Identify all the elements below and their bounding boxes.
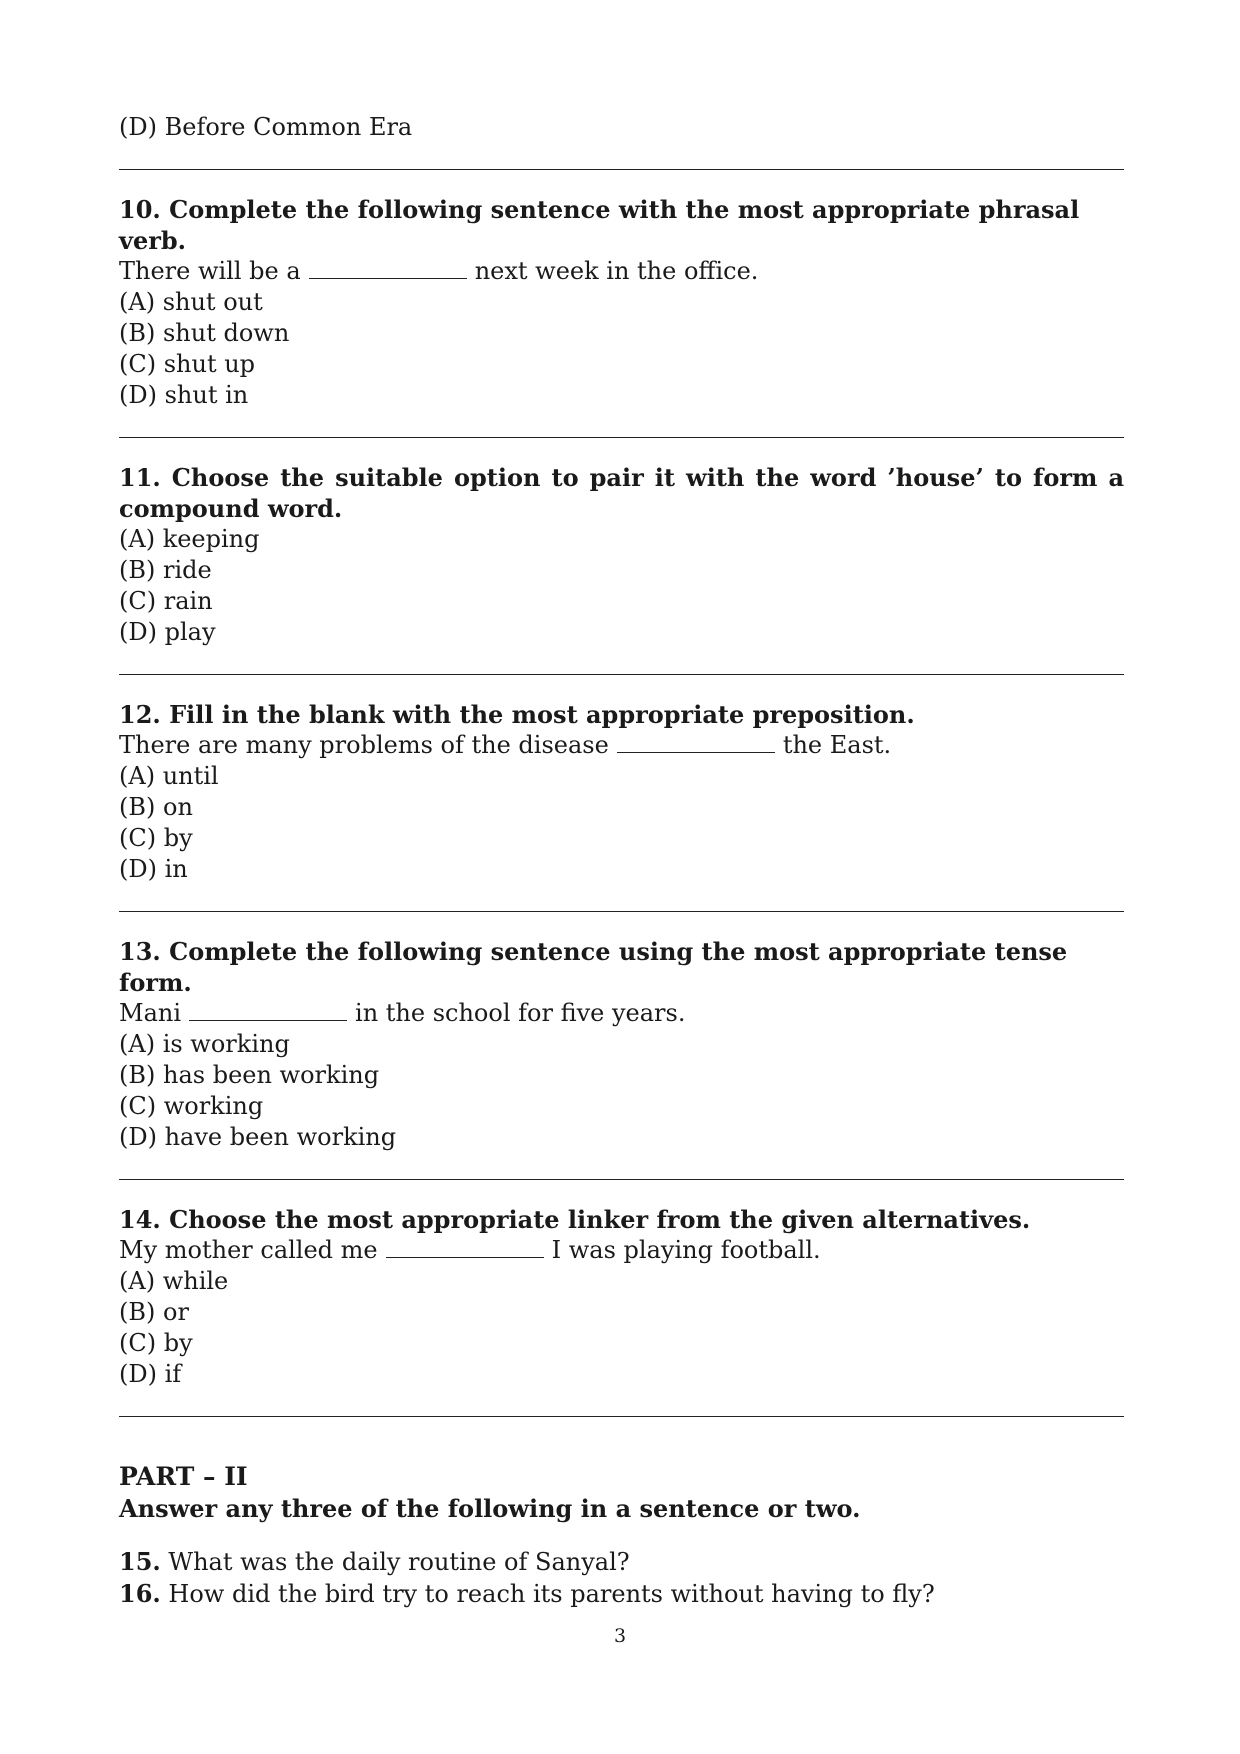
- question-number: 15.: [119, 1547, 161, 1576]
- exam-page: [119, 112, 1124, 1610]
- question-13: [119, 936, 1124, 1153]
- option-c: (C) working: [119, 1092, 264, 1120]
- option-a: (A) keeping: [119, 525, 260, 553]
- option-b: (B) or: [119, 1298, 189, 1326]
- option-d: (D) if: [119, 1360, 182, 1388]
- page-number: 3: [613, 1625, 627, 1647]
- option-d: (D) play: [119, 618, 216, 646]
- answer-blank: [617, 732, 775, 753]
- question-text: How did the bird try to reach its parents without having to fly?: [168, 1580, 935, 1608]
- part-2-section: [119, 1461, 1124, 1610]
- q9-option-d: (D) Before Common Era: [119, 113, 413, 141]
- answer-blank: [309, 258, 467, 279]
- divider: [119, 1416, 1124, 1417]
- question-14: [119, 1204, 1124, 1390]
- question-title: 11. Choose the suitable option to pair it with the word ’house’ to form a compound word.: [119, 463, 1124, 523]
- part-heading: PART – II: [119, 1462, 248, 1491]
- answer-blank: [386, 1237, 544, 1258]
- sentence-end: I was playing football.: [551, 1236, 821, 1264]
- option-a: (A) while: [119, 1267, 229, 1295]
- option-b: (B) on: [119, 793, 193, 821]
- sentence-start: There are many problems of the disease: [119, 731, 609, 759]
- question-12: [119, 699, 1124, 885]
- question-sentence: [119, 730, 1124, 761]
- sentence-end: the East.: [782, 731, 892, 759]
- question-sentence: [119, 256, 1124, 287]
- question-11: [119, 462, 1124, 648]
- option-b: (B) has been working: [119, 1061, 380, 1089]
- option-d: (D) have been working: [119, 1123, 397, 1151]
- question-title: 10. Complete the following sentence with the most appropriate phrasal verb.: [119, 195, 1080, 255]
- option-c: (C) by: [119, 1329, 193, 1357]
- option-b: (B) ride: [119, 556, 212, 584]
- sentence-end: next week in the office.: [474, 257, 759, 285]
- option-a: (A) shut out: [119, 288, 263, 316]
- sentence-end: in the school for five years.: [355, 999, 686, 1027]
- question-text: What was the daily routine of Sanyal?: [168, 1548, 630, 1576]
- option-a: (A) is working: [119, 1030, 290, 1058]
- option-c: (C) by: [119, 824, 193, 852]
- question-title: 14. Choose the most appropriate linker from the given alternatives.: [119, 1205, 1031, 1234]
- question-number: 16.: [119, 1579, 161, 1608]
- option-d: (D) in: [119, 855, 188, 883]
- question-sentence: [119, 1235, 1124, 1266]
- question-16: [119, 1578, 1124, 1610]
- question-title: 13. Complete the following sentence using the most appropriate tense form.: [119, 937, 1068, 997]
- divider: [119, 169, 1124, 170]
- option-d: (D) shut in: [119, 381, 249, 409]
- question-title: 12. Fill in the blank with the most appropriate preposition.: [119, 700, 915, 729]
- question-15: [119, 1546, 1124, 1578]
- sentence-start: There will be a: [119, 257, 301, 285]
- option-b: (B) shut down: [119, 319, 290, 347]
- option-c: (C) shut up: [119, 350, 256, 378]
- divider: [119, 911, 1124, 912]
- divider: [119, 437, 1124, 438]
- option-a: (A) until: [119, 762, 219, 790]
- question-10: [119, 194, 1124, 411]
- part-instruction: Answer any three of the following in a sentence or two.: [119, 1494, 861, 1523]
- question-sentence: [119, 998, 1124, 1029]
- divider: [119, 674, 1124, 675]
- divider: [119, 1179, 1124, 1180]
- answer-blank: [189, 1000, 347, 1021]
- sentence-start: My mother called me: [119, 1236, 378, 1264]
- sentence-start: Mani: [119, 999, 182, 1027]
- option-c: (C) rain: [119, 587, 213, 615]
